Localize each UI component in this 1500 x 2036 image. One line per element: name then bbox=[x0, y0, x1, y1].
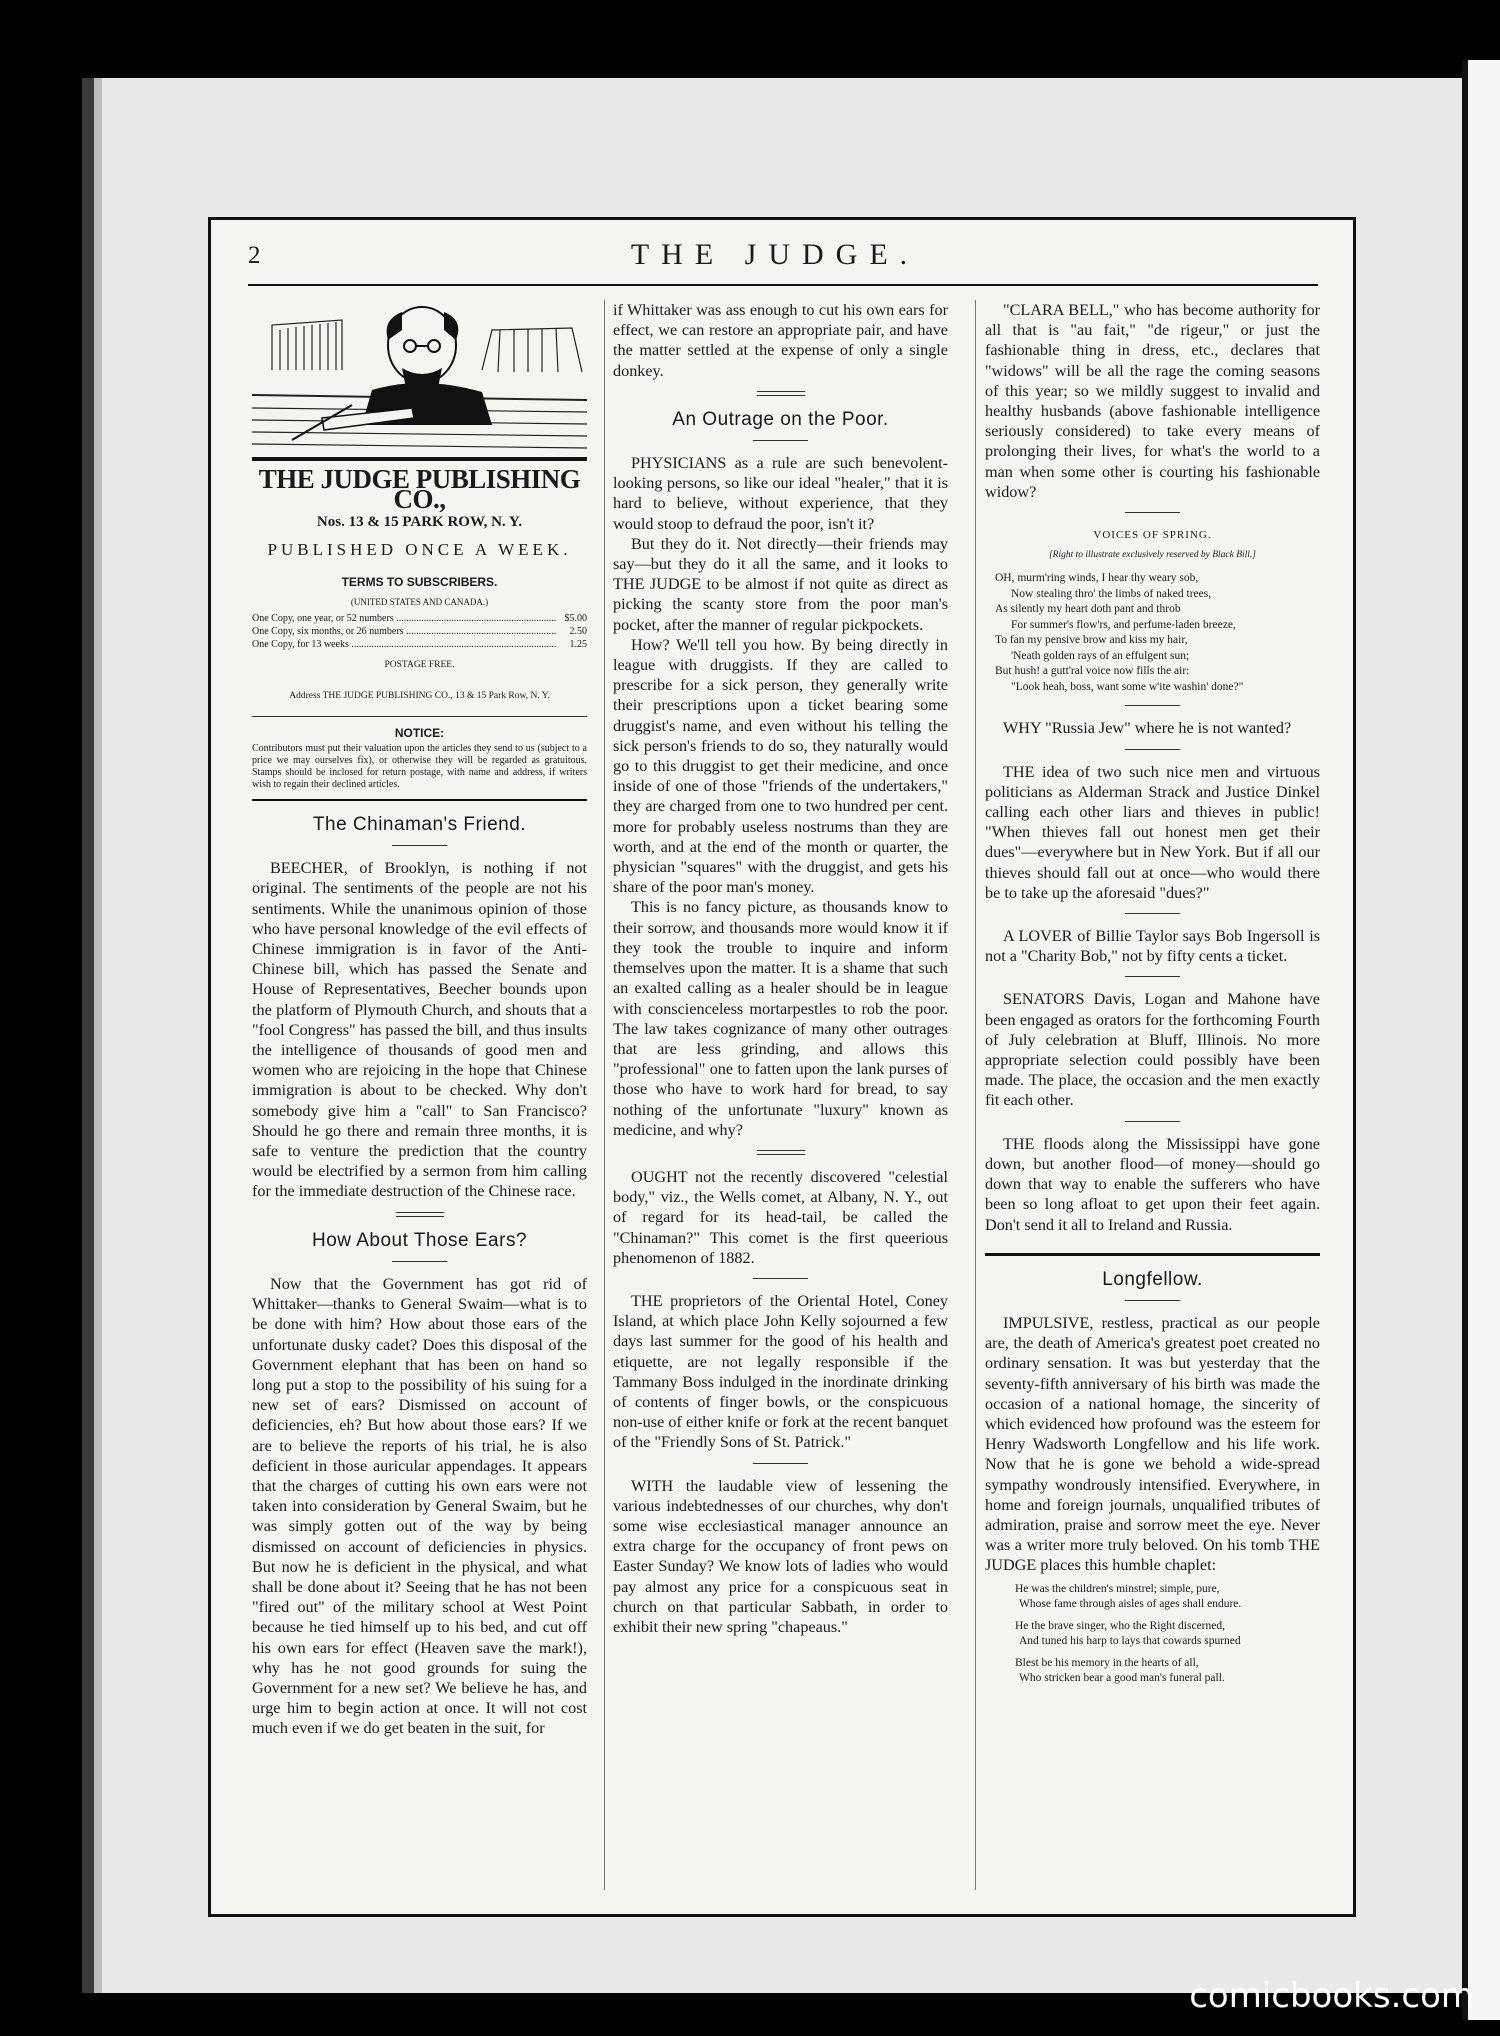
terms-subtitle: (UNITED STATES AND CANADA.) bbox=[350, 597, 489, 608]
double-rule bbox=[396, 1212, 444, 1217]
notice-title: NOTICE: bbox=[394, 725, 445, 740]
article-paragraph: if Whittaker was ass enough to cut his own ears for effect, we can restore an appropriate pair, and have the matter settled at the expense of only a single donkey. bbox=[613, 301, 948, 380]
poem-line: OH, murm'ring winds, I hear thy weary sob, bbox=[995, 572, 1199, 585]
postage-note: POSTAGE FREE. bbox=[384, 660, 455, 671]
poem-line: He the brave singer, who the Right discerned, bbox=[1015, 1619, 1225, 1632]
short-rule bbox=[1125, 976, 1180, 977]
article-paragraph: SENATORS Davis, Logan and Mahone have been engaged as orators for the forthcoming Fourth of July celebration at Bluff, Illinois. No more appropriate selection could possibly have been made. The place, the occasion and the men exactly fit each other. bbox=[985, 990, 1320, 1110]
article-paragraph: But they do it. Not directly—their friends may say—but they do it all the same, and it looks to THE JUDGE to be almost if not quite as direct as picking the scanty store from the poor man's pocket, after the manner of regular pickpockets. bbox=[613, 534, 948, 634]
article-paragraph: WITH the laudable view of lessening the various indebtednesses of our churches, why don't some wise ecclesiastical manager announce an extra charge for the occupancy of front pews on Easter Sunday? We know lots of ladies who would pay almost any price for a conspicuous seat in church on that particular Sabbath, in order to exhibit their new spring "chapeaus." bbox=[613, 1476, 948, 1636]
short-rule bbox=[1125, 705, 1180, 706]
article-heading: The Chinaman's Friend. bbox=[312, 814, 527, 836]
section-rule bbox=[985, 1253, 1320, 1256]
poem-line: Blest be his memory in the hearts of all, bbox=[1015, 1656, 1199, 1669]
binding-edge bbox=[82, 78, 94, 1993]
address-line: Address THE JUDGE PUBLISHING CO., 13 & 15 Park Row, N. Y. bbox=[289, 690, 550, 701]
next-page-edge bbox=[1468, 60, 1500, 2020]
publisher-name: THE JUDGE PUBLISHING CO., bbox=[258, 464, 581, 515]
article-paragraph: This is no fancy picture, as thousands know to their sorrow, and thousands more would know it if they took the trouble to inquire and inform themselves upon the matter. It is a shame that such an exalted calling as a healer should be in league with conscienceless mortarpestles to rob the poor. The law takes cognizance of many other outrages that are less grinding, and allows this "professional" one to fatten upon the lank purses of those who have to work hard for bread, to say nothing of the unfortunate "luxury" known as medicine, and why? bbox=[613, 898, 948, 1139]
column-separator bbox=[604, 300, 605, 1890]
terms-list bbox=[252, 612, 587, 651]
article-paragraph: THE floods along the Mississippi have gone down, but another flood—of money—should go down that way to enable the sufferers who have been so long afloat to get upon their feet again. Don't send it all to Ireland and Russia. bbox=[985, 1134, 1320, 1234]
column-2 bbox=[613, 300, 948, 1637]
illustration-rule bbox=[252, 457, 587, 461]
short-rule bbox=[392, 1261, 447, 1262]
terms-row: One Copy, six months, or 26 numbers ..... 2.50 bbox=[252, 625, 587, 638]
column-3 bbox=[985, 300, 1320, 1687]
short-rule bbox=[1125, 913, 1180, 914]
poem-line: 'Neath golden rays of an effulgent sun; bbox=[1011, 649, 1190, 662]
poem-line: As silently my heart doth pant and throb bbox=[995, 603, 1181, 616]
short-rule bbox=[1125, 512, 1180, 513]
poem-line: "Look heah, boss, want some w'ite washin' done?" bbox=[1011, 680, 1244, 693]
article-paragraph: WHY "Russia Jew" where he is not wanted? bbox=[1003, 719, 1292, 738]
short-rule bbox=[1125, 1300, 1180, 1301]
poem-line: He was the children's minstrel; simple, pure, bbox=[1015, 1582, 1220, 1595]
notice-text: Contributors must put their valuation upon the articles they send to us (subject to a price we may ourselves fix), or otherwise they will be regarded as gratuitous. Stamps should be inclosed for return postage, with name and address, if writers wish to regain their declined articles. bbox=[252, 743, 587, 791]
short-rule bbox=[753, 1463, 808, 1464]
poem-line: Whose fame through aisles of ages shall endure. bbox=[1019, 1598, 1242, 1611]
double-rule bbox=[757, 391, 805, 396]
article-paragraph: IMPULSIVE, restless, practical as our people are, the death of America's greatest poet created no ordinary sensation. It was but yesterday that the seventy-fifth anniversary of his birth was made the occasion of a national homage, the sincerity of which evidenced how profound was the esteem for Henry Wadsworth Longfellow and his life work. Now that he is gone we behold a wide-spread sympathy wondrously intensified. Everywhere, in home and foreign journals, unqualified tributes of admiration, praise and sorrow meet the eye. Never was a writer more truly beloved. On his tomb THE JUDGE places this humble chaplet: bbox=[985, 1313, 1320, 1575]
poem-line: And tuned his harp to lays that cowards spurned bbox=[1019, 1635, 1241, 1648]
poem-credit: [Right to illustrate exclusively reserved by Black Bill.] bbox=[1048, 550, 1256, 561]
article-paragraph: "CLARA BELL," who has become authority for all that is "au fait," "de rigeur," or just the fashionable thing in dress, etc., declares that "widows" will be all the rage the coming seasons of this year; so we mildly suggest to invalid and healthy husbands (above fashionable intelligence seriously considered) to take every means of prolonging their lives, for what's the world to a man when some other is courting his fashionable widow? bbox=[985, 301, 1320, 501]
column-separator bbox=[975, 300, 976, 1890]
poem-line: For summer's flow'rs, and perfume-laden breeze, bbox=[1011, 618, 1236, 631]
poem-line: But hush! a gutt'ral voice now fills the air: bbox=[995, 665, 1190, 678]
article-heading: An Outrage on the Poor. bbox=[672, 408, 889, 430]
binding-edge-inner bbox=[94, 78, 102, 1993]
article-paragraph: OUGHT not the recently discovered "celestial body," viz., the Wells comet, at Albany, N. Y., out of regard for its head-tail, be called the "Chinaman?" This comet is the first queerious phenomenon of 1882. bbox=[613, 1167, 948, 1267]
poem-line: Who stricken bear a good man's funeral pall. bbox=[1019, 1672, 1225, 1685]
article-heading: Longfellow. bbox=[1102, 1268, 1203, 1290]
article-paragraph: BEECHER, of Brooklyn, is nothing if not original. The sentiments of the people are not his sentiments. While the unanimous opinion of those who have personal knowledge of the evil effects of Chinese immigration is in favor of the Anti-Chinese bill, which has passed the Senate and House of Representatives, Beecher bounds upon the platform of Plymouth Church, and shouts that a "fool Congress" has passed the bill, and thus insults the intelligence of thousands of good men and women who are rejoicing in the hope that Chinese immigration is about to be checked. Why don't somebody give him a "call" to San Francisco? Should he go there and remain three months, it is safe to venture the prediction that the country would be electrified by a sermon from him calling for the immediate destruction of the Chinese race. bbox=[252, 859, 587, 1201]
poem-line: To fan my pensive brow and kiss my hair, bbox=[995, 634, 1188, 647]
chaplet-poem bbox=[985, 1582, 1320, 1687]
masthead-title: THE JUDGE. bbox=[630, 238, 920, 271]
terms-row: One Copy, one year, or 52 numbers ..... $5.00 bbox=[252, 612, 587, 625]
publisher-address: Nos. 13 & 15 PARK ROW, N. Y. bbox=[316, 513, 523, 530]
poem-line: Now stealing thro' the limbs of naked trees, bbox=[1011, 587, 1212, 600]
site-watermark: comicbooks.com bbox=[1189, 1976, 1474, 2016]
page-number: 2 bbox=[248, 242, 261, 269]
terms-title: TERMS TO SUBSCRIBERS. bbox=[341, 575, 498, 590]
article-paragraph: THE idea of two such nice men and virtuous politicians as Alderman Strack and Justice Dinkel calling each other liars and thieves in public! "When thieves fall out honest men get their dues"—everywhere but in New York. But if all our thieves should fall out at once—who would there be to take up the aforesaid "dues?" bbox=[985, 762, 1320, 902]
header-rule bbox=[248, 284, 1318, 286]
notice-box bbox=[252, 716, 587, 791]
short-rule bbox=[753, 440, 808, 441]
article-paragraph: THE proprietors of the Oriental Hotel, Coney Island, at which place John Kelly sojourned a few days last summer for the good of his health and etiquette, are not legally responsible if the Tammany Boss indulged in the inordinate drinking of contents of finger bowls, or the conspicuous non-use of either knife or fork at the recent banquet of the "Friendly Sons of St. Patrick." bbox=[613, 1291, 948, 1452]
article-heading: How About Those Ears? bbox=[311, 1229, 528, 1251]
section-rule bbox=[252, 799, 587, 801]
publication-frequency: PUBLISHED ONCE A WEEK. bbox=[267, 539, 572, 559]
terms-row: One Copy, for 13 weeks ..... 1.25 bbox=[252, 638, 587, 651]
article-paragraph: PHYSICIANS as a rule are such benevolent-looking persons, so like our ideal "healer," that it is hard to believe, without experience, that they would stoop to defraud the poor, isn't it? bbox=[613, 454, 948, 533]
double-rule bbox=[757, 1150, 805, 1155]
column-1 bbox=[252, 300, 587, 1739]
editor-illustration bbox=[252, 300, 587, 450]
short-rule bbox=[753, 1278, 808, 1279]
poem bbox=[985, 571, 1320, 695]
short-rule bbox=[1125, 1121, 1180, 1122]
article-paragraph: How? We'll tell you how. By being directly in league with druggists. If they are called to prescribe for a sick person, they generally write their prescriptions upon a ticket bearing some druggist's name, and even without his telling the sick person's friends to do so, they naturally would go to this druggist to get their medicine, and once inside of one of those "friends of the undertakers," they are charged from one to two hundred per cent. more for probably useless nostrums than they are worth, and at the end of the month or quarter, the physician "squares" with the druggist, and gets his share of the poor man's money. bbox=[613, 635, 948, 897]
article-paragraph: Now that the Government has got rid of Whittaker—thanks to General Swaim—what is to be done with him? How about those ears of the unfortunate dusky cadet? Does this disposal of the Government elephant that has been on hand so long put a stop to the possibility of his suing for a new set of ears? Dismissed on account of deficiencies, eh? But how about those ears? If we are to believe the reports of his trial, he is also deficient in those auricular appendages. It appears that the charges of cutting his own ears were not taken into consideration by General Swaim, but he was simply gotten out of the way by being dismissed on account of deficiencies in physics. But now he is deficient in the physical, and what shall be done about it? Seeing that he has not been "fired out" of the military school at West Point because he tied himself up to his bed, and cut off his own ears for effect (Heaven save the mark!), why has he not good grounds for suing the Government for a new set? We believe he has, and urge him to begin action at once. It will not cost much even if we do get beaten in the suit, for bbox=[252, 1274, 587, 1738]
short-rule bbox=[1125, 749, 1180, 750]
poem-title: VOICES OF SPRING. bbox=[1093, 529, 1212, 542]
short-rule bbox=[392, 845, 447, 846]
article-paragraph: A LOVER of Billie Taylor says Bob Ingersoll is not a "Charity Bob," not by fifty cents a ticket. bbox=[985, 927, 1320, 966]
